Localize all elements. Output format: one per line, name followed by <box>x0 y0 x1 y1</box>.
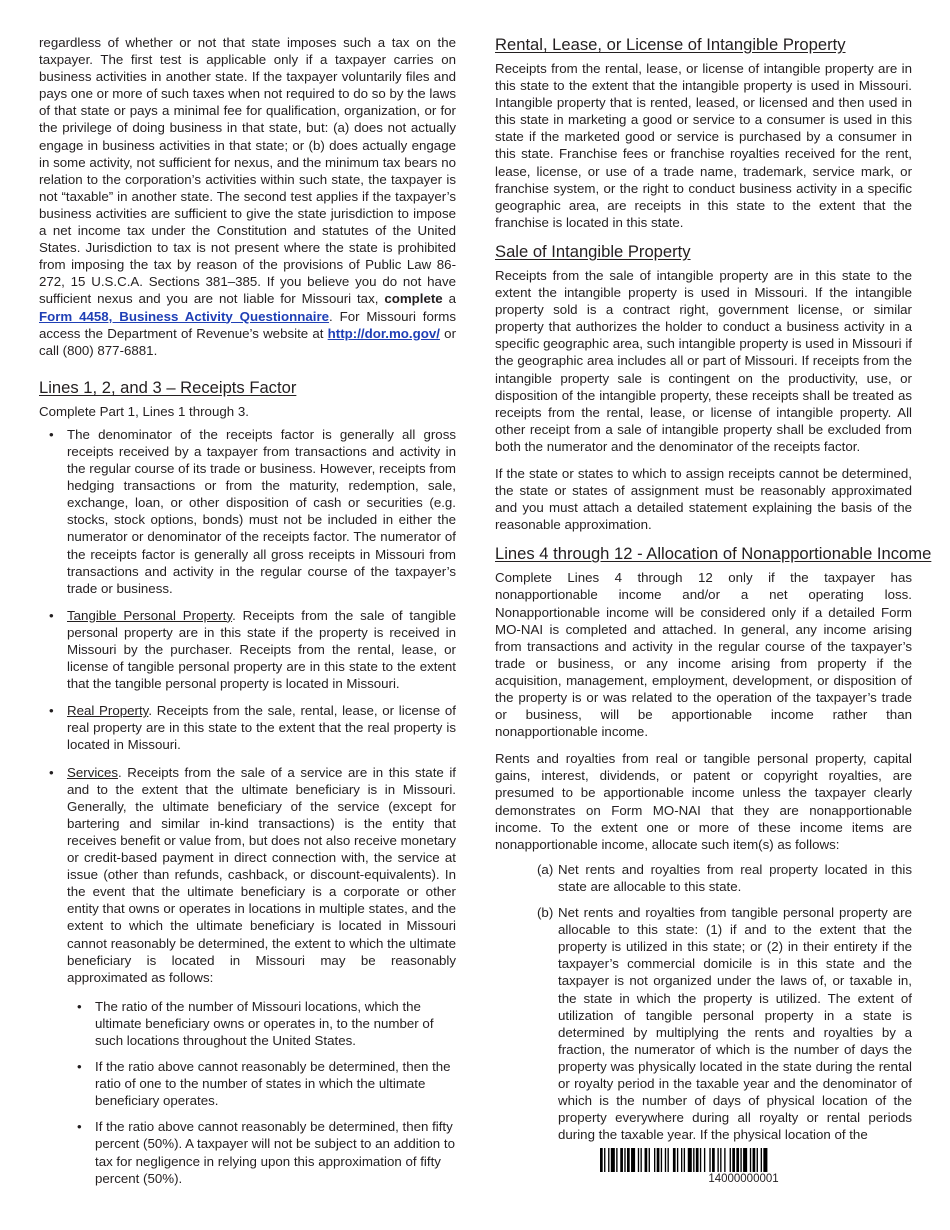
barcode-number: 14000000001 <box>708 1173 779 1185</box>
nonapportionable-heading: Lines 4 through 12 - Allocation of Nonapportionable Income <box>495 544 932 564</box>
list-item: • Real Property. Receipts from the sale, rental, lease, or license of real property are in this state to the extent that the real property is located in Missouri. <box>39 702 456 753</box>
item-label: (a) <box>537 861 554 877</box>
list-item: • If the ratio above cannot reasonably be determined, then the ratio of one to the number of states in which the ultimate beneficiary operates. <box>67 1058 456 1109</box>
barcode <box>600 1148 887 1172</box>
real-property-title: Real Property <box>67 703 149 719</box>
receipts-factor-instruction: Complete Part 1, Lines 1 through 3. <box>39 403 249 419</box>
rents-royalties-paragraph: Rents and royalties from real or tangible personal property, capital gains, interest, dividends, or patent or copyright royalties, are presumed to be apportionable income unless the taxpayer clearly demonstrates on Form MO-NAI that they are nonapportionable income. To the extent one or more of these income items are nonapportionable income, allocate such item(s) as follows: <box>495 751 912 852</box>
list-item: (b) Net rents and royalties from tangible personal property are allocable to this state: (1) if and to the extent that the property is utilized in this state; or (2) in their entirety if the taxpayer’s commercial domicile is in this state and the taxpayer is not organized under the laws of, or taxable in, the state in which the property is utilized. The extent of utilization of tangible personal property in a state is determined by multiplying the rents and royalties by a fraction, the numerator of which is the number of days the property was physically located in the state during the rental or royalty period in the taxable year and the denominator of which is the number of days of physical location of the property everywhere during all royalty or rental periods during the taxable year. If the physical location of the <box>537 905 912 1143</box>
complete-emphasis: complete <box>384 291 443 307</box>
dor-website-link[interactable]: http://dor.mo.gov/ <box>327 325 440 341</box>
list-item: • Tangible Personal Property. Receipts from the sale of tangible personal property are in this state if the property is received in Missouri by the purchaser. Receipts from the rental, lease, or license of tangible personal property are in this state to the extent that the tangible personal property is located in Missouri. <box>39 607 456 692</box>
list-item: • The denominator of the receipts factor is generally all gross receipts received by a taxpayer from transactions and activity in the regular course of its trade or business. However, receipts from hedging transactions or from the maturity, redemption, sale, exchange, loan, or other disposition of cash or securities (e.g. stocks, stock options, bonds) must not be included in either the numerator or denominator of the receipts factor. The numerator of the receipts factor is generally all gross receipts in Missouri from transactions and activity in the regular course of the taxpayer’s trade or business. <box>39 426 456 597</box>
list-item: (a) Net rents and royalties from real property located in this state are allocable to this state. <box>537 861 912 894</box>
tangible-property-title: Tangible Personal Property <box>67 607 233 623</box>
right-column <box>495 34 932 1152</box>
receipts-factor-heading: Lines 1, 2, and 3 – Receipts Factor <box>39 377 297 397</box>
list-item: • The ratio of the number of Missouri locations, which the ultimate beneficiary owns or operates in, to the number of such locations throughout the United States. <box>67 998 456 1049</box>
nonapportionable-paragraph: Complete Lines 4 through 12 only if the taxpayer has nonapportionable income and/or a net operating loss. Nonapportionable income will be considered only if a detailed Form MO-NAI is completed and attached. In general, any income arising from transactions and activity in the regular course of the taxpayer’s trade or business, or any income arising from property if the acquisition, management, employment, development, or disposition of the property is or was related to the operation of the taxpayer’s trade or business, will be apportionable income rather than nonapportionable income. <box>495 570 912 740</box>
receipts-factor-list <box>39 426 456 1187</box>
rental-lease-heading: Rental, Lease, or License of Intangible Property <box>495 35 846 54</box>
rental-lease-paragraph: Receipts from the rental, lease, or license of intangible property are in this state to the extent that the intangible property is used in Missouri. Intangible property that is rented, leased, or licensed and then used in this state in marketing a good or service to a consumer is used in this state if the marketed good or service is purchased by a consumer in this state. Franchise fees or franchise royalties received for the rent, lease, license, or use of a trade name, trademark, service mark, or franchise system, or the right to conduct business activity in a specific geographic area, are receipts in this state to the extent that the franchise is located in this state. <box>495 61 912 230</box>
form-4458-link[interactable]: Form 4458, Business Activity Questionnaire <box>39 308 330 324</box>
allocation-list <box>537 861 912 1144</box>
list-item: • Services. Receipts from the sale of a service are in this state if and to the extent that the ultimate beneficiary is in Missouri. Generally, the ultimate beneficiary of the service (except for bartering and similar in-kind transactions) is the entity that receives benefit or value from, but does not also receive monetary or credit-based payment in direct connection with, the service at issue (other than refunds, cashback, or discount-equivalents). In the event that the ultimate beneficiary is a corporate or other entity that owns or operates in locations in multiple states, and the extent to which the ultimate beneficiary is located in Missouri cannot reasonably be determined, the extent to which the ultimate beneficiary is located in Missouri may be reasonably approximated as follows: • The ratio of the number of Missouri locations, which the ultimate beneficiary owns or operates in, to the number of such locations throughout the United States. • If the ratio above cannot reasonably be determined, then the ratio of one to the number of states in which the ultimate beneficiary operates. • If the ratio above cannot reasonably be determined, then fifty percent (50%). A taxpayer will not be subject to an addition to tax for negligence in relying upon this approximation of fifty percent (50%). <box>39 764 456 1187</box>
list-item: • If the ratio above cannot reasonably be determined, then fifty percent (50%). A taxpayer will not be subject to an addition to tax for negligence in relying upon this approximation of fifty percent (50%). <box>67 1118 456 1186</box>
approximation-list <box>67 998 456 1187</box>
approximation-paragraph: If the state or states to which to assign receipts cannot be determined, the state or states of assignment must be reasonably approximated and you must attach a detailed statement explaining the basis of the reasonable approximation. <box>495 465 912 533</box>
sale-intangible-paragraph: Receipts from the sale of intangible property are in this state to the extent the intangible property is used in Missouri. If the intangible property sold is a contract right, government license, or similar property that authorizes the holder to conduct a business activity in a specific geographic area, such intangible property is used in Missouri if the geographic area includes all or part of Missouri. If receipts from the intangible property sale is contingent on the productivity, use, or disposition of the intangible property, these receipts shall be treated as receipts from the rental, lease, or license of intangible property. All other receipt from a sale of intangible property shall be excluded from both the numerator and the denominator of the receipts factor. <box>495 267 912 454</box>
item-label: (b) <box>537 905 554 921</box>
intro-paragraph: regardless of whether or not that state imposes such a tax on the taxpayer. The first test is applicable only if a taxpayer carries on business activities in another state. If the taxpayer voluntarily files and pays one or more of such taxes when not required to do so by the laws of that state or pays a minimal fee for qualification, organization, or for the privilege of doing business in that state, but: (a) does not actually engage in business activities in that state; or (b) does actually engage in some activity, not sufficient for nexus, and the minimum tax bears no relation to the corporation’s activities within such state, the taxpayer is not “taxable” in another state. The second test applies if the taxpayer’s business activities are sufficient to give the state jurisdiction to impose a net income tax under the Constitution and statutes of the United States. Jurisdiction to tax is not present where the state is prohibited from imposing the tax by reason of the provisions of Public Law 86-272, 15 U.S.C.A. Sections 381–385. If you believe you do not have sufficient nexus and you are not liable for Missouri tax, complete a Form 4458, Business Activity Questionnaire. For Missouri forms access the Department of Revenue’s website at http://dor.mo.gov/ or call (800) 877-6881. <box>39 35 457 358</box>
services-title: Services <box>67 764 118 780</box>
sale-intangible-heading: Sale of Intangible Property <box>495 241 691 261</box>
left-column <box>39 34 456 1197</box>
